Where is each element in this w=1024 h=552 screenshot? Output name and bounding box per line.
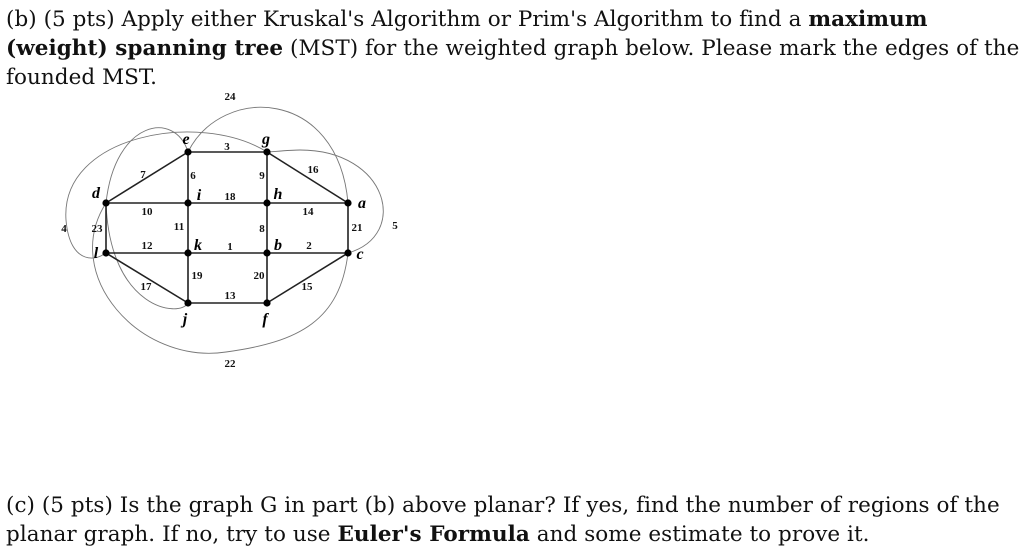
vertex-label-b: b <box>274 237 282 254</box>
vertex-label-a: a <box>358 195 366 212</box>
vertex-f <box>263 299 270 306</box>
vertex-b <box>263 249 270 256</box>
weight-d-i: 10 <box>141 206 153 218</box>
weight-j-f: 13 <box>224 290 236 302</box>
weight-b-c: 2 <box>306 240 312 252</box>
weight-e-a-curved: 24 <box>224 91 236 103</box>
part-c-text-2: and some estimate to prove it. <box>529 522 870 547</box>
vertex-label-e: e <box>182 131 190 148</box>
weight-g-h: 9 <box>259 170 265 182</box>
vertex-label-i: i <box>196 187 202 204</box>
vertex-g <box>263 148 270 155</box>
vertex-label-d: d <box>92 185 100 202</box>
part-b-text-2: (MST) for the weighted graph below. Please mark the edges of the founded MST. <box>6 36 1020 90</box>
part-c-text-1: (c) (5 pts) Is the graph G in part (b) above planar? If yes, find the number of regions of the planar graph. If no, try to use <box>6 493 1000 547</box>
weight-k-b: 1 <box>227 241 233 253</box>
weight-e-g: 3 <box>224 141 230 153</box>
vertex-j <box>184 299 191 306</box>
edge-e-d <box>106 152 188 203</box>
weight-i-k: 11 <box>173 221 185 233</box>
part-c-bold-term: Euler's Formula <box>337 522 530 547</box>
weight-d-f-curved: 5 <box>392 220 398 232</box>
vertex-label-l: l <box>93 245 99 262</box>
vertex-c <box>344 249 351 256</box>
edge-d-f-curved <box>93 203 348 353</box>
weight-h-b: 8 <box>259 223 265 235</box>
weight-e-i: 6 <box>190 170 196 182</box>
vertex-label-j: j <box>182 311 188 328</box>
vertex-e <box>184 148 191 155</box>
weight-e-d: 7 <box>140 169 146 181</box>
part-b-text-1: (b) (5 pts) Apply either Kruskal's Algorithm or Prim's Algorithm to find a <box>6 7 809 32</box>
weight-b-f: 20 <box>253 270 265 282</box>
vertex-label-f: f <box>262 311 268 328</box>
edge-l-j <box>106 253 188 303</box>
weight-d-l: 23 <box>91 223 103 235</box>
vertex-label-k: k <box>194 237 202 254</box>
vertex-a <box>344 199 351 206</box>
vertex-k <box>184 249 191 256</box>
vertex-h <box>263 199 270 206</box>
weight-k-j: 19 <box>191 270 203 282</box>
vertex-i <box>184 199 191 206</box>
weight-c-f: 15 <box>301 281 313 293</box>
weight-g-l-curved: 4 <box>61 223 67 235</box>
vertex-l <box>102 249 109 256</box>
weight-a-j-curved: 22 <box>224 358 236 370</box>
vertex-label-c: c <box>356 246 364 263</box>
vertex-d <box>102 199 109 206</box>
part-c-question <box>6 491 1020 549</box>
edge-top-circle-arc <box>106 128 188 203</box>
weight-h-a: 14 <box>302 206 314 218</box>
weight-l-k: 12 <box>141 240 153 252</box>
weight-i-h: 18 <box>224 191 236 203</box>
weight-g-a: 16 <box>307 164 319 176</box>
vertex-label-g: g <box>262 131 270 148</box>
vertex-label-h: h <box>273 186 283 203</box>
part-b-bold-term: maximum (weight) spanning tree <box>6 7 928 61</box>
weight-a-c: 21 <box>351 222 363 234</box>
weight-l-j: 17 <box>140 281 152 293</box>
